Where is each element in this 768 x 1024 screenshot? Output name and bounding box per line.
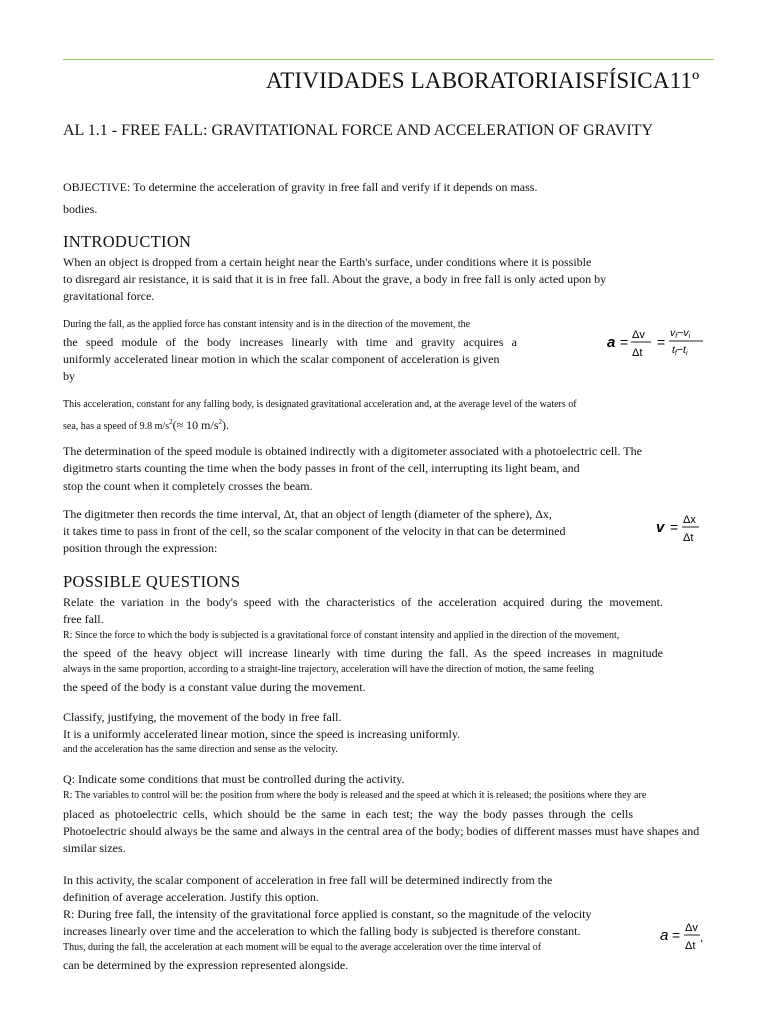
svg-text:vf−vi: vf−vi <box>670 327 691 340</box>
introduction-heading: INTRODUCTION <box>63 232 192 251</box>
q2-line-3: and the acceleration has the same direction and sense as the velocity. <box>63 744 338 755</box>
q2-line-2: It is a uniformly accelerated linear motion, since the speed is increasing uniformly. <box>63 727 461 741</box>
header-rule <box>63 59 714 60</box>
intro-p5-line-3: position through the expression: <box>63 541 218 555</box>
intro-p2-line-1: During the fall, as the applied force has constant intensity and is in the direction of the movement, the <box>63 319 471 330</box>
objective-line-1: OBJECTIVE: To determine the acceleration of gravity in free fall and verify if it depends on mass. <box>63 180 538 194</box>
questions-heading: POSSIBLE QUESTIONS <box>63 572 241 591</box>
q4-line-1: In this activity, the scalar component of acceleration in free fall will be determined indirectly from the <box>63 873 553 887</box>
r4-line-4: can be determined by the expression represented alongside. <box>63 958 349 972</box>
eq3-num: Δv <box>685 922 698 934</box>
acceleration-equation <box>606 322 706 362</box>
q1-line-2: free fall. <box>63 612 104 626</box>
velocity-equation <box>654 512 704 546</box>
r4-line-3: Thus, during the fall, the acceleration at each moment will be equal to the average acceleration over the time interval of <box>63 942 542 953</box>
svg-text:=: = <box>672 927 681 943</box>
intro-p4-line-2: digitmetro starts counting the time when the body passes in front of the cell, interrupting its light beam, and <box>63 461 580 475</box>
intro-p4-line-1: The determination of the speed module is obtained indirectly with a digitometer associated with a photoelectric cell. The <box>63 444 642 458</box>
intro-p4-line-3: stop the count when it completely crosses the beam. <box>63 479 313 493</box>
eq2-num: Δx <box>683 514 696 526</box>
intro-p5-line-2: it takes time to pass in front of the cell, so the scalar component of the velocity in that can be determined <box>63 524 566 538</box>
intro-p2-line-3: uniformly accelerated linear motion in which the scalar component of acceleration is given <box>63 352 500 366</box>
eq1-num1: Δv <box>632 329 645 341</box>
intro-p2-line-4: by <box>63 369 75 383</box>
svg-text:=: = <box>670 519 679 535</box>
svg-text:tf−ti: tf−ti <box>672 344 688 357</box>
intro-p3-line-2: sea, has a speed of 9.8 $m/s^2(\approx 10$ $m/s^2$). <box>63 418 230 432</box>
svg-text:,: , <box>700 930 704 944</box>
intro-p1-line-2: to disregard air resistance, it is said that it is in free fall. About the grave, a body in free fall is only acted upon by <box>63 272 607 286</box>
r4-line-2: increases linearly over time and the acceleration to which the falling body is subjected is therefore constant. <box>63 924 581 938</box>
q1-line-1: Relate the variation in the body's speed with the characteristics of the acceleration acquired during the movement. <box>63 595 663 609</box>
q4-line-2: definition of average acceleration. Justify this option. <box>63 890 319 904</box>
r1-line-2: the speed of the heavy object will increase linearly with time during the fall. As the speed increases in magnitude <box>63 646 663 660</box>
r3-line-4: similar sizes. <box>63 841 126 855</box>
objective-line-2: bodies. <box>63 202 98 216</box>
intro-p2-line-2: the speed module of the body increases linearly with time and gravity acquires a <box>63 335 517 349</box>
intro-p1-line-3: gravitational force. <box>63 289 155 303</box>
eq3-lhs: a <box>660 927 669 944</box>
svg-text:=: = <box>620 334 629 350</box>
r1-line-1: R: Since the force to which the body is subjected is a gravitational force of constant intensity and applied in the direction of the movement, <box>63 630 620 641</box>
eq2-lhs: v <box>656 519 665 536</box>
intro-p5-line-1: The digitmeter then records the time interval, Δt, that an object of length (diameter of the sphere), Δx, <box>63 507 552 521</box>
average-acceleration-equation <box>658 918 708 954</box>
svg-text:=: = <box>657 334 666 350</box>
r3-line-1: R: The variables to control will be: the position from where the body is released and the speed at which it is released; the positions where they are <box>63 790 647 801</box>
intro-p1-line-1: When an object is dropped from a certain height near the Earth's surface, under conditions where it is possible <box>63 255 592 269</box>
eq1-den1: Δt <box>632 347 643 359</box>
r4-line-1: R: During free fall, the intensity of the gravitational force applied is constant, so the magnitude of the velocity <box>63 907 592 921</box>
r1-line-4: the speed of the body is a constant value during the movement. <box>63 680 366 694</box>
page-header-title: ATIVIDADES LABORATORIAISFÍSICA11º <box>266 68 700 93</box>
r3-line-2: placed as photoelectric cells, which should be the same in each test; the way the body passes through the cells <box>63 807 633 821</box>
q3-line: Q: Indicate some conditions that must be controlled during the activity. <box>63 772 405 786</box>
q2-line-1: Classify, justifying, the movement of the body in free fall. <box>63 710 342 724</box>
r3-line-3: Photoelectric should always be the same and always in the central area of the body; bodies of different masses must have shapes and <box>63 824 700 838</box>
eq2-den: Δt <box>683 532 694 544</box>
intro-p3-line-1: This acceleration, constant for any falling body, is designated gravitational acceleration and, at the average level of the waters of <box>63 399 577 410</box>
eq3-den: Δt <box>685 940 696 952</box>
r1-line-3: always in the same proportion, according to a straight-line trajectory, acceleration will have the direction of motion, the same feeling <box>63 664 594 675</box>
eq1-lhs: a <box>607 334 616 351</box>
activity-title: AL 1.1 - FREE FALL: GRAVITATIONAL FORCE AND ACCELERATION OF GRAVITY <box>63 122 653 139</box>
